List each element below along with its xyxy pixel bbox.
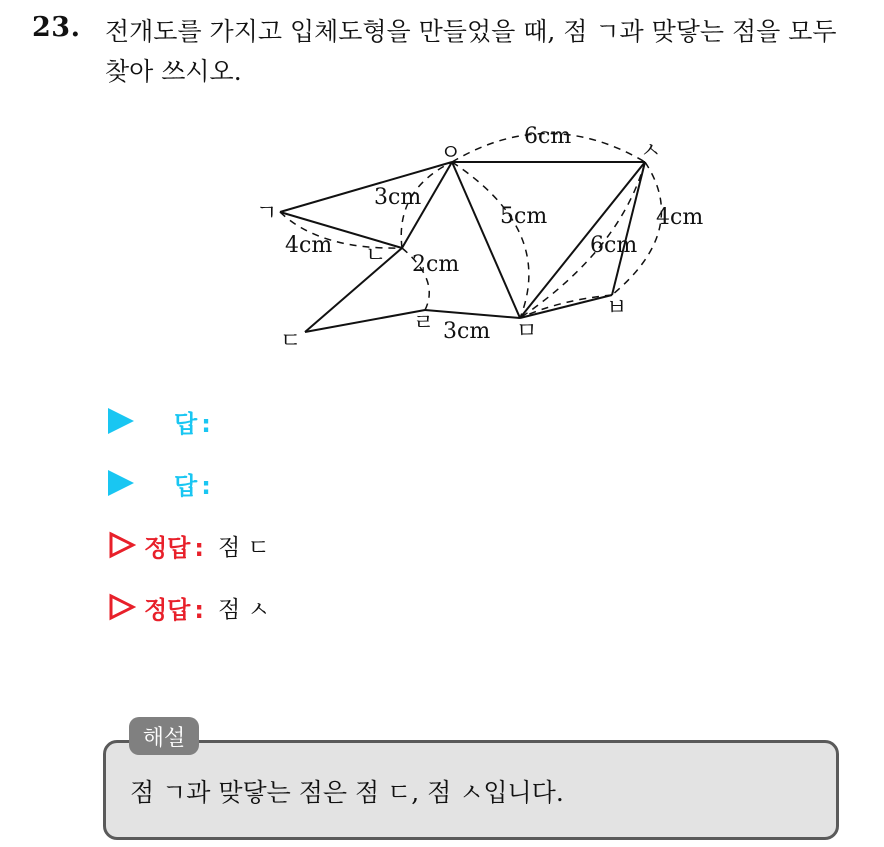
edge-d-r <box>305 310 425 332</box>
vertex-n: ㄴ <box>365 243 387 268</box>
edge-o-m <box>452 162 520 318</box>
correct-answer-row-2: 정답 : 점 ㅅ <box>108 589 270 625</box>
vertex-s: ㅅ <box>640 139 662 164</box>
length-r-m: 3cm <box>443 319 491 344</box>
answer-label: 답 <box>174 409 198 438</box>
vertex-o: ㅇ <box>440 141 462 166</box>
length-top: 6cm <box>524 124 572 149</box>
correct-marker-icon <box>108 593 136 621</box>
correct-answer-value: 점 ㄷ <box>217 534 270 561</box>
edge-b-m <box>520 295 612 318</box>
length-o-n: 3cm <box>374 185 422 210</box>
arc-s-b <box>612 162 661 295</box>
answer-row-2: 답 : <box>108 465 225 501</box>
question-number: 23. <box>32 12 81 43</box>
net-diagram <box>0 0 884 400</box>
length-s-b: 4cm <box>656 205 704 230</box>
vertex-r: ㄹ <box>413 311 435 336</box>
length-g-n: 4cm <box>285 233 333 258</box>
vertex-b: ㅂ <box>606 296 628 321</box>
correct-answer-label: 정답 <box>144 595 191 624</box>
length-o-m: 5cm <box>500 204 548 229</box>
vertex-d: ㄷ <box>280 329 302 354</box>
length-n-r: 2cm <box>412 252 460 277</box>
answer-row-1: 답 : <box>108 403 225 439</box>
explanation-text: 점 ㄱ과 맞닿는 점은 점 ㄷ, 점 ㅅ입니다. <box>130 778 564 807</box>
correct-answer-label: 정답 <box>144 533 191 562</box>
vertex-g: ㄱ <box>256 201 278 226</box>
correct-marker-icon <box>108 531 136 559</box>
edge-n-d <box>305 248 402 332</box>
edge-r-m <box>425 310 520 318</box>
answer-marker-icon <box>108 470 134 496</box>
vertex-m: ㅁ <box>516 319 538 344</box>
question-line-1: 전개도를 가지고 입체도형을 만들었을 때, 점 ㄱ과 맞닿는 점을 모두 <box>105 17 837 46</box>
answer-label: 답 <box>174 471 198 500</box>
question-line-2: 찾아 쓰시오. <box>105 57 242 86</box>
arc-o-m <box>452 162 529 318</box>
correct-answer-row-1: 정답 : 점 ㄷ <box>108 527 270 563</box>
length-s-m: 6cm <box>590 233 638 258</box>
answer-marker-icon <box>108 408 134 434</box>
explanation-tab: 해설 <box>129 717 199 755</box>
correct-answer-value: 점 ㅅ <box>217 596 270 623</box>
